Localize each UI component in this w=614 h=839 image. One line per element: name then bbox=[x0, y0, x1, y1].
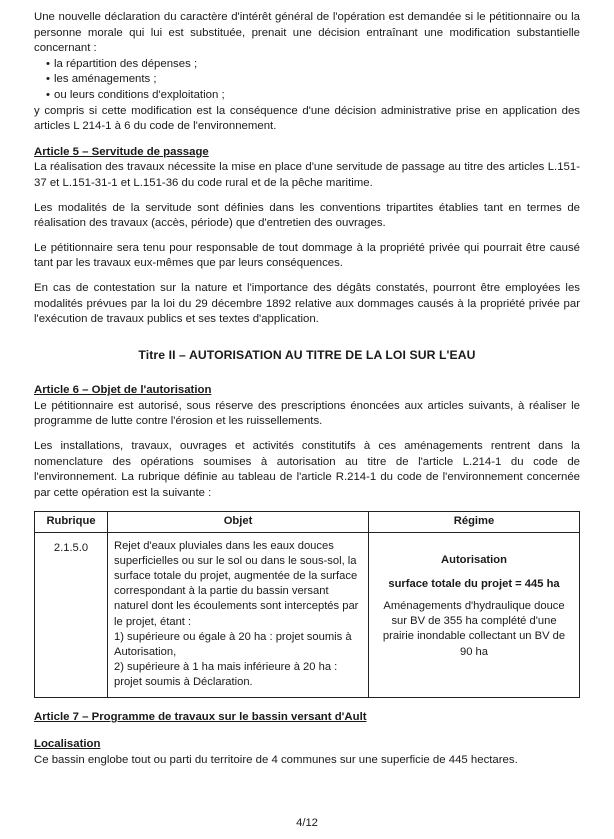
article7-title: Article 7 – Programme de travaux sur le bassin versant d'Ault bbox=[34, 710, 367, 723]
article6-paragraph: Le pétitionnaire est autorisé, sous réserve des prescriptions énoncées aux articles suivants, à réaliser le programme de lutte contre l'érosion et les ruissellements. bbox=[34, 399, 580, 428]
article5-paragraph: Les modalités de la servitude sont définies dans les conventions tripartites établies tant en termes de réalisation des travaux (accès, période) que d'entretien des ouvrages. bbox=[34, 201, 580, 230]
column-header-rubrique: Rubrique bbox=[35, 512, 108, 532]
list-item: • ou leurs conditions d'exploitation ; bbox=[46, 88, 580, 104]
column-header-regime: Régime bbox=[369, 512, 580, 532]
intro-paragraph: Une nouvelle déclaration du caractère d'intérêt général de l'opération est demandée si le pétitionnaire ou la personne morale qui lui est substituée, prenait une décision entraînant une modification substantielle concernant : bbox=[34, 11, 580, 55]
column-header-objet: Objet bbox=[108, 512, 369, 532]
objet-condition-1: 1) supérieure ou égale à 20 ha : projet soumis à Autorisation, bbox=[114, 630, 352, 659]
cell-regime bbox=[369, 532, 580, 697]
localisation-title: Localisation bbox=[34, 738, 101, 751]
nomenclature-table bbox=[34, 511, 580, 697]
regime-amenagements: Aménagements d'hydraulique douce sur BV de 355 ha complété d'une prairie inondable collectant un BV de 90 ha bbox=[382, 600, 566, 658]
article5-title: Article 5 – Servitude de passage bbox=[34, 145, 209, 158]
article6-title: Article 6 – Objet de l'autorisation bbox=[34, 384, 212, 397]
objet-description: Rejet d'eaux pluviales dans les eaux douces superficielles ou sur le sol ou dans le sous-sol, la surface totale du projet, augmentée de la surface correspondant à la partie du bassin versant naturel dont les écoulements sont interceptés par le projet, étant : bbox=[114, 539, 359, 628]
intro-closing: y compris si cette modification est la conséquence d'une décision administrative prise en application des articles L 214-1 à 6 du code de l'environnement. bbox=[34, 104, 580, 133]
cell-objet bbox=[108, 532, 369, 697]
localisation-text: Ce bassin englobe tout ou parti du territoire de 4 communes sur une superficie de 445 hectares. bbox=[34, 753, 518, 766]
article5-paragraph: La réalisation des travaux nécessite la mise en place d'une servitude de passage au titre des articles L.151-37 et L.151-31-1 et L.151-36 du code rural et de la pêche maritime. bbox=[34, 161, 580, 189]
regime-type: Autorisation bbox=[441, 553, 507, 566]
intro-bullet-list bbox=[34, 57, 580, 104]
article5-paragraph: Le pétitionnaire sera tenu pour responsable de tout dommage à la propriété privée qui pourrait être causé tant par les travaux eux-mêmes que par leurs conséquences. bbox=[34, 241, 580, 270]
cell-rubrique: 2.1.5.0 bbox=[35, 532, 108, 697]
page-number: 4/12 bbox=[296, 817, 318, 829]
table-header-row bbox=[35, 512, 580, 532]
list-item: • la répartition des dépenses ; bbox=[46, 57, 580, 73]
article5-paragraph: En cas de contestation sur la nature et l'importance des dégâts constatés, pourront être employées les modalités prévues par la loi du 29 décembre 1892 relative aux dommages causés à la propriété privée par l'exécution de travaux publics et ses textes d'application. bbox=[34, 281, 580, 326]
list-item: • les aménagements ; bbox=[46, 72, 580, 88]
section-heading-titre-ii: Titre II – AUTORISATION AU TITRE DE LA LOI SUR L'EAU bbox=[138, 347, 476, 362]
article6-paragraph: Les installations, travaux, ouvrages et activités constitutifs à ces aménagements rentrent dans la nomenclature des opérations soumises à autorisation au titre de l'article L.214-1 du code de l'environnement. La rubrique définie au tableau de l'article R.214-1 du code de l'environnement concernée par cette opération est la suivante : bbox=[34, 440, 580, 499]
regime-surface: surface totale du projet = 445 ha bbox=[388, 577, 560, 590]
table-row bbox=[35, 532, 580, 697]
objet-condition-2: 2) supérieure à 1 ha mais inférieure à 20 ha : projet soumis à Déclaration. bbox=[114, 661, 338, 689]
document-page bbox=[34, 10, 580, 768]
